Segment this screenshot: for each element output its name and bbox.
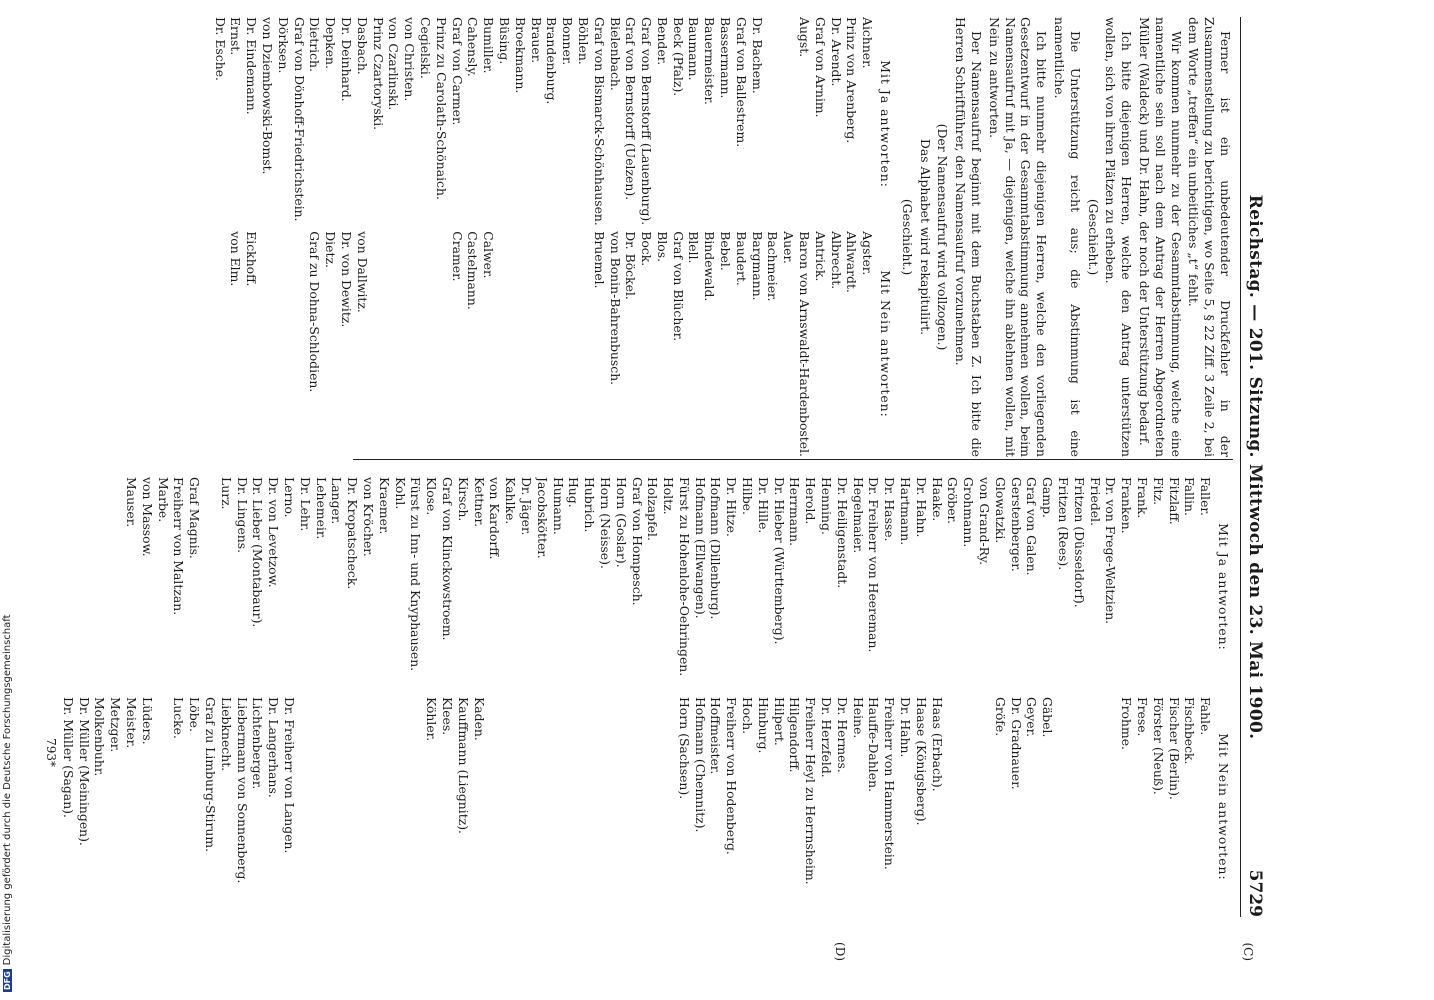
member-name: Humann. <box>550 477 566 535</box>
member-name: Köhler. <box>424 697 440 742</box>
member-name: Bonner. <box>560 17 576 66</box>
member-name: Dr. von Frege-Weltzien. <box>1103 477 1119 625</box>
left-nein-list <box>212 231 895 457</box>
text-paragraph: Wir kommen nunmehr zu der Gesammtabstimmung, welche eine namentliche sein soll nach dem Antrag der Herren Abgeordneten Müller (Waldeck) und Dr. Hahn, der noch der Unterstützung bedarf. <box>1137 17 1184 457</box>
member-name: Hilgendorff. <box>787 697 803 773</box>
member-name <box>765 17 781 231</box>
text-paragraph: (Geschieht.) <box>899 198 915 276</box>
member-name: Hofmann (Dillenburg). <box>708 477 724 620</box>
member-name <box>376 697 392 917</box>
member-name: Graf von Blücher. <box>670 231 686 342</box>
member-name: Hofmann (Ellwangen). <box>692 477 708 619</box>
member-name <box>597 697 613 917</box>
page-header <box>1240 17 1265 917</box>
right-column <box>42 477 1233 917</box>
member-name: Freiherr Heyl zu Herrnsheim. <box>803 697 819 885</box>
member-name: Prinz zu Carolath-Schönaich. <box>433 17 449 200</box>
member-name: Dr. Esche. <box>212 17 228 81</box>
member-name: Gerstenberger. <box>1008 477 1024 572</box>
member-name: Dr. Herzfeld. <box>819 697 835 778</box>
member-name: Fürst zu Hohenlohe-Oehringen. <box>676 477 692 677</box>
member-name: Bock. <box>639 231 655 267</box>
member-name: Haake. <box>929 477 945 522</box>
right-nein-list <box>60 697 1233 917</box>
member-name: Kirsch. <box>455 477 471 522</box>
page-title: Reichstag. — 201. Sitzung. Mittwoch den 23. Mai 1900. <box>1245 194 1265 740</box>
member-name <box>202 477 218 697</box>
member-name: Dr. Hille. <box>755 477 771 534</box>
member-name: Auer. <box>781 231 797 264</box>
member-name: Klees. <box>439 697 455 736</box>
member-name <box>1103 697 1119 917</box>
member-name <box>275 231 291 457</box>
member-name <box>945 697 961 917</box>
text-paragraph: Der Namensaufruf beginnt mit dem Buchstaben Z. Ich bitte die Herren Schriftführer, den Namensaufruf vorzunehmen. <box>953 17 985 457</box>
member-name <box>401 231 417 457</box>
member-name <box>559 231 575 457</box>
member-name: Dr. Gradnauer. <box>1008 697 1024 790</box>
member-name <box>370 231 386 457</box>
member-name: Horn (Neisse). <box>597 477 613 569</box>
member-name: Haas (Erbach). <box>929 697 945 792</box>
member-name: Geyer. <box>1024 697 1040 738</box>
member-name: Bindewald. <box>702 231 718 302</box>
member-name: von Elm. <box>228 231 244 287</box>
member-name: Friedel. <box>1087 477 1103 526</box>
text-paragraph: (Der Namensaufruf wird vollzogen.) <box>935 123 951 351</box>
member-name <box>518 697 534 917</box>
text-paragraph: Ferner ist ein unbedeutender Druckfehler in der Zusammenstellung zu berichtigen, wo Seite 5, § 22 Ziff. 3 Zeile 2, bei dem Worte „treffen“ ein unbeitliches „t“ fehlt. <box>1186 17 1233 457</box>
member-name <box>1071 697 1087 917</box>
member-name: Lurz. <box>218 477 234 510</box>
member-name: Graf von Galen. <box>1024 477 1040 576</box>
member-name: Broekmann. <box>512 17 528 94</box>
member-name: Dr. Langerhans. <box>266 697 282 798</box>
member-name: Dr. Freiherr von Heereman. <box>866 477 882 653</box>
member-name: Hubrich. <box>582 477 598 533</box>
member-name: Dörksen. <box>275 17 291 74</box>
member-name: Fitz. <box>1150 477 1166 506</box>
member-name: Graf von Arnim. <box>812 17 828 118</box>
member-name: Gröber. <box>945 477 961 525</box>
member-name: Blell. <box>686 231 702 264</box>
digitization-note <box>2 0 13 992</box>
member-name <box>575 231 591 457</box>
member-name: Bender. <box>654 17 670 66</box>
member-name: Gäbel. <box>1040 697 1056 738</box>
member-name: Frank. <box>1135 477 1151 519</box>
member-name: Fischer (Berlin). <box>1166 697 1182 800</box>
member-name: Dr. Lehr. <box>297 477 313 532</box>
member-name: Fritzen (Düsseldorf). <box>1071 477 1087 608</box>
member-name: Gamp. <box>1040 477 1056 518</box>
member-name: Bruemel. <box>591 231 607 289</box>
columns <box>0 17 1233 917</box>
member-name <box>496 231 512 457</box>
member-name: von Czarlinski. <box>386 17 402 111</box>
member-name: Freiherr von Maltzan. <box>171 477 187 616</box>
member-name: Dr. Heiligenstadt. <box>834 477 850 589</box>
member-name: Löbe. <box>187 697 203 732</box>
member-name: Lüders. <box>139 697 155 745</box>
member-name: Dr. Kropatscheck. <box>345 477 361 590</box>
member-name <box>613 697 629 917</box>
member-name: Prinz Czartoryski. <box>370 17 386 131</box>
member-name: Fritzen (Rees). <box>1056 477 1072 571</box>
member-name: von Kröcher. <box>360 477 376 557</box>
text-paragraph: Ich bitte diejenigen Herren, welche den Antrag unterstützen wollen, sich von ihren Plätzen zu erheben. <box>1103 17 1135 457</box>
member-name: Böhlen. <box>575 17 591 65</box>
member-name <box>360 697 376 917</box>
ja-heading: Mit Ja antworten: <box>878 60 894 188</box>
member-name <box>581 697 597 917</box>
member-name: Metzger. <box>108 697 124 753</box>
member-name: Dr. Hermes. <box>834 697 850 773</box>
member-name <box>534 697 550 917</box>
member-name: Fahle. <box>1198 697 1214 736</box>
text-paragraph: (Geschieht.) <box>1085 198 1101 276</box>
member-name: Calwer. <box>481 231 497 279</box>
member-name: Liebknecht. <box>218 697 234 772</box>
member-name: Beck (Pfalz). <box>670 17 686 97</box>
member-name: Kahlke. <box>503 477 519 525</box>
text-paragraph: Das Alphabet wird rekapitulirt. <box>917 138 933 336</box>
left-ja-list <box>212 17 895 231</box>
member-name: Hoch. <box>740 697 756 735</box>
member-name: Fischbeck. <box>1182 697 1198 765</box>
member-name: von Bonin-Bahrenbusch. <box>607 231 623 386</box>
member-name: Dr. Hahn. <box>898 697 914 758</box>
member-name: Holzapfel. <box>645 477 661 541</box>
member-name: Graf zu Dohna-Schlodien. <box>307 231 323 393</box>
member-name: von Christen. <box>402 17 418 102</box>
member-name: Prinz von Arenberg. <box>844 17 860 144</box>
member-name: Hilbe. <box>740 477 756 515</box>
member-name: Faller. <box>1198 477 1214 516</box>
column-divider <box>353 459 1233 460</box>
member-name: Molkenbuhr. <box>92 697 108 777</box>
member-name: Freiherr von Hodenberg. <box>724 697 740 855</box>
member-name: Bebel. <box>718 231 734 271</box>
member-name: Büsing. <box>496 17 512 65</box>
left-lists <box>212 17 895 457</box>
member-name: Graf von Klinckowstroem. <box>439 477 455 641</box>
member-name: Mauser. <box>124 477 140 528</box>
member-name: Frese. <box>1135 697 1151 737</box>
member-name: Dr. Müller (Sagan). <box>60 697 76 818</box>
member-name <box>544 231 560 457</box>
member-name: Dr. Müller (Meiningen). <box>76 697 92 846</box>
member-name: von Grand-Ry. <box>977 477 993 566</box>
member-name: Dr. Deinhard. <box>338 17 354 102</box>
text-paragraph: Ich bitte nunmehr diejenigen Herren, welche den vorliegenden Gesetzentwurf in der Gesammtabstimmung annehmen wollen, beim Namensaufruf mit Ja, — diejenigen, welche ihn ablehnen wollen, mit Nein zu antworten. <box>986 17 1050 457</box>
member-name: Fitzlaff. <box>1166 477 1182 525</box>
member-name: Dr. Hitze. <box>724 477 740 537</box>
member-name: Dr. Freiherr von Langen. <box>281 697 297 854</box>
member-name: Dr. Lieber (Montabaur). <box>250 477 266 628</box>
member-name: Franken. <box>1119 477 1135 534</box>
member-name: Graf von Bernstorff (Uelzen). <box>623 17 639 201</box>
member-name: Horn (Goslar). <box>613 477 629 568</box>
member-name: Dr. Arendt. <box>828 17 844 87</box>
member-name: Hinburg. <box>755 697 771 754</box>
member-name: Gröfe. <box>992 697 1008 737</box>
member-name: Bauermeister. <box>702 17 718 105</box>
member-name <box>645 697 661 917</box>
member-name: Graf von Carmer. <box>449 17 465 126</box>
member-name: Ernst. <box>228 17 244 56</box>
member-name: Cramer. <box>449 231 465 282</box>
member-name: Lucke. <box>171 697 187 739</box>
member-name: Haase (Königsberg). <box>913 697 929 826</box>
member-name: Marbe. <box>155 477 171 523</box>
member-name <box>502 697 518 917</box>
member-name: Kauffmann (Liegnitz). <box>455 697 471 834</box>
member-name <box>313 697 329 917</box>
member-name: Graf von Ballestrem. <box>733 17 749 148</box>
member-name <box>566 697 582 917</box>
member-name: Dr. Eindemann. <box>244 17 260 115</box>
dfg-logo: DFG <box>3 971 12 990</box>
member-name: Bargmann. <box>749 231 765 301</box>
member-name: Dietrich. <box>307 17 323 72</box>
member-name: von Kardorff. <box>487 477 503 560</box>
digitization-text: Digitalisierung gefördert durch die Deutsche Forschungsgemeinschaft <box>2 614 13 966</box>
member-name <box>976 697 992 917</box>
member-name: Aichner. <box>860 17 876 69</box>
member-name: Baron von Arnswaldt-Hardenbostel. <box>797 231 813 457</box>
member-name: Bumiller. <box>481 17 497 74</box>
signature-mark: 793* <box>44 738 59 767</box>
text-paragraph: Die Unterstützung reicht aus; die Abstimmung ist eine namentliche. <box>1052 17 1083 457</box>
member-name: Depken. <box>323 17 339 69</box>
member-name: Kaden. <box>471 697 487 741</box>
member-name <box>259 231 275 457</box>
right-lists <box>60 477 1233 917</box>
member-name: Förster (Neuß). <box>1150 697 1166 795</box>
member-name <box>512 231 528 457</box>
member-name: Holtz. <box>661 477 677 515</box>
member-name: Jacobskötter. <box>534 477 550 559</box>
member-name: Fallin. <box>1182 477 1198 516</box>
member-name: Lichtenberger. <box>250 697 266 790</box>
member-name <box>960 697 976 917</box>
member-name: Herold. <box>803 477 819 525</box>
member-name <box>487 697 503 917</box>
member-name: Graf von Bernstorff (Lauenburg). <box>639 17 655 226</box>
member-name <box>528 231 544 457</box>
member-name <box>550 697 566 917</box>
member-name <box>660 697 676 917</box>
member-name: Bassermann. <box>718 17 734 99</box>
member-name: Langer. <box>329 477 345 525</box>
member-name: Dr. von Dewitz. <box>338 231 354 328</box>
member-name: Dr. Jäger. <box>518 477 534 536</box>
member-name <box>155 697 171 917</box>
member-name: Klose. <box>424 477 440 516</box>
member-name: Dr. Hahn. <box>913 477 929 538</box>
member-name: Heine. <box>850 697 866 739</box>
member-name: Glowatzki. <box>992 477 1008 544</box>
member-name <box>344 697 360 917</box>
member-name <box>1087 697 1103 917</box>
member-name: Kraemer. <box>376 477 392 535</box>
member-name: Lehemeir. <box>313 477 329 540</box>
member-name <box>392 697 408 917</box>
member-name: von Dallwitz. <box>354 231 370 313</box>
member-name: Liebermann von Sonnenberg. <box>234 697 250 884</box>
member-name: Augst. <box>797 17 813 58</box>
member-name: Dr. Hasse. <box>882 477 898 542</box>
member-name: Graf zu Limburg-Stirum. <box>203 697 218 853</box>
member-name: Bielenbach. <box>607 17 623 91</box>
member-name <box>291 231 307 457</box>
member-name: Kohl. <box>392 477 408 510</box>
member-name: Baudert. <box>733 231 749 286</box>
member-name: Antrick. <box>812 231 828 282</box>
member-name <box>433 231 449 457</box>
member-name: Hauffe-Dahlen. <box>866 697 882 793</box>
marker-d: (D) <box>833 942 847 961</box>
member-name: Hartmann. <box>898 477 914 546</box>
member-name: Hug. <box>566 477 582 508</box>
member-name: Cahensly. <box>465 17 481 77</box>
member-name: Herrmann. <box>787 477 803 547</box>
member-name: Dr. Bachem. <box>749 17 765 94</box>
member-name: Baumann. <box>686 17 702 81</box>
member-name: Cegielski. <box>417 17 433 79</box>
left-column <box>212 17 1233 457</box>
member-name: Graf von Bismarck-Schönhausen. <box>591 17 607 226</box>
member-name: Blos. <box>654 231 670 263</box>
member-name: Hilpert. <box>771 697 787 746</box>
member-name <box>408 697 424 917</box>
member-name: Hofmann (Chemnitz). <box>692 697 708 833</box>
member-name <box>629 697 645 917</box>
member-name: Fürst zu Inn- und Knyphausen. <box>408 477 424 672</box>
member-name: Graf von Dönhoff-Friedrichstein. <box>291 17 307 222</box>
member-name <box>329 697 345 917</box>
nein-heading-right: Mit Nein antworten: <box>1216 733 1231 881</box>
member-name: Brandenburg. <box>544 17 560 105</box>
member-name <box>386 231 402 457</box>
member-name: Lerno. <box>281 477 297 518</box>
member-name: Grohmann. <box>961 477 977 548</box>
member-name: Freiherr von Hammerstein. <box>882 697 898 870</box>
member-name <box>417 231 433 457</box>
ja-heading-right: Mit Ja antworten: <box>1216 523 1231 651</box>
member-name: Brauer. <box>528 17 544 64</box>
member-name: Bachmeier. <box>765 231 781 302</box>
member-name: Meister. <box>124 697 140 749</box>
member-name: von Dziembowski-Bomst. <box>259 17 275 175</box>
member-name: Albrecht. <box>828 231 844 290</box>
member-name: Hoffmeister. <box>708 697 724 775</box>
right-ja-list <box>60 477 1233 697</box>
member-name: Frohme. <box>1119 697 1135 750</box>
page-number: 5729 <box>1245 869 1265 917</box>
member-name: Dr. Hieber (Württemberg). <box>771 477 787 645</box>
member-name: Dr. von Levetzow. <box>266 477 282 588</box>
member-name <box>780 17 796 231</box>
member-name: Graf von Hompesch. <box>629 477 645 606</box>
marker-c: (C) <box>1241 942 1255 961</box>
member-name <box>297 697 313 917</box>
member-name: Hegelmaier. <box>850 477 866 554</box>
member-name: Agster. <box>860 231 876 276</box>
member-name: Graf Magnis. <box>187 477 203 559</box>
left-text <box>899 17 1233 457</box>
member-name: Henning. <box>819 477 835 535</box>
member-name: Castelmann. <box>465 231 481 310</box>
member-name: Ahlwardt. <box>844 231 860 293</box>
member-name: Dr. Böckel. <box>623 231 639 300</box>
member-name: Dr. Lingens. <box>234 477 250 554</box>
member-name: Horn (Sachsen). <box>676 697 692 800</box>
member-name: Kettner. <box>471 477 487 528</box>
member-name: Dasbach. <box>354 17 370 75</box>
member-name: Eickhoff. <box>244 231 260 287</box>
nein-heading: Mit Nein antworten: <box>878 270 894 418</box>
member-name <box>1055 697 1071 917</box>
member-name: von Massow. <box>139 477 155 557</box>
member-name: Dietz. <box>323 231 339 268</box>
